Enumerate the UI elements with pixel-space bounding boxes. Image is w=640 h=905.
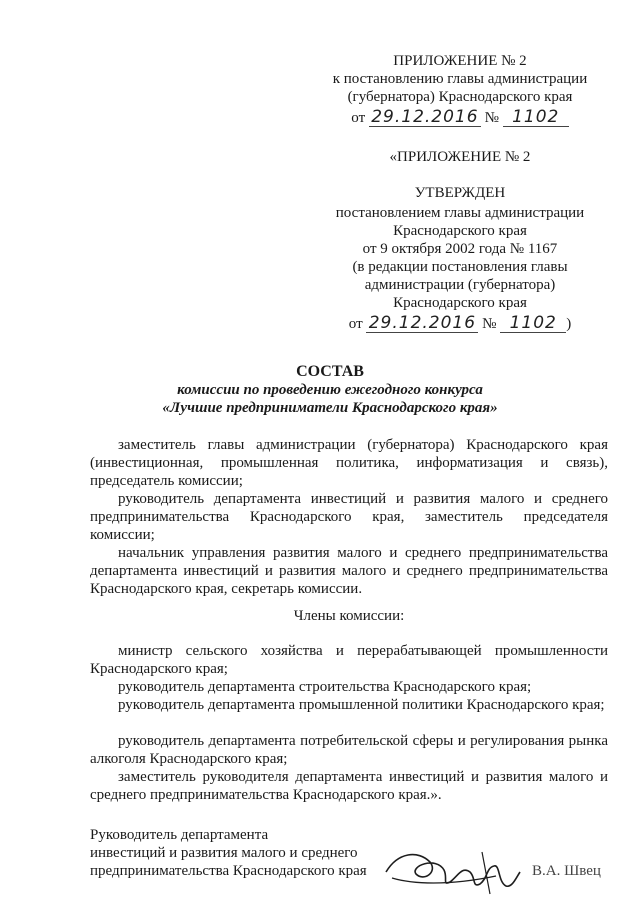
from-label-2: от (348, 316, 363, 332)
number-sign: № (484, 110, 499, 126)
signatory-line-3: предпринимательства Краснодарского края (90, 863, 367, 879)
handwritten-number-2: 1102 (500, 314, 566, 333)
appendix-title: ПРИЛОЖЕНИЕ № 2 (393, 53, 527, 69)
leadership-item-1: заместитель главы администрации (губернатора) Краснодарского края (инвестиционная, промышленная политика, информатизация и связь), председатель комиссии; (90, 437, 608, 489)
approval-line-6: Краснодарского края (393, 295, 527, 311)
appendix-line-2: (губернатора) Краснодарского края (347, 89, 573, 105)
handwritten-date-2: 29.12.2016 (366, 314, 478, 333)
signatory-line-2: инвестиций и развития малого и среднего (90, 845, 358, 861)
appendix-header-2 (330, 148, 590, 333)
signatory-title (90, 826, 390, 880)
from-label: от (351, 110, 366, 126)
document-heading (150, 362, 510, 417)
signatory-line-1: Руководитель департамента (90, 827, 269, 843)
leadership-item-3: начальник управления развития малого и среднего предпринимательства департамента инвестиций и развития малого и среднего предпринимательства Краснодарского края, секретарь комиссии. (90, 545, 608, 597)
appendix-header-1 (330, 52, 590, 127)
appendix-date-line (330, 108, 590, 127)
appendix-line-1: к постановлению главы администрации (332, 71, 588, 87)
approval-line-2: Краснодарского края (393, 223, 527, 239)
closing-paren: ) (566, 316, 572, 332)
number-sign-2: № (482, 316, 497, 332)
members-heading: Члены комиссии: (293, 608, 405, 624)
handwritten-date: 29.12.2016 (369, 108, 481, 127)
member-item-5: заместитель руководителя департамента инвестиций и развития малого и среднего предпринимательства Краснодарского края.». (90, 769, 608, 803)
appendix-title-2: «ПРИЛОЖЕНИЕ № 2 (389, 149, 531, 165)
member-item-3: руководитель департамента промышленной политики Краснодарского края; (118, 697, 605, 713)
approved-label: УТВЕРЖДЕН (414, 185, 506, 201)
heading-title: СОСТАВ (296, 363, 364, 380)
member-item-4: руководитель департамента потребительской сферы и регулирования рынка алкоголя Краснодарского края; (90, 733, 608, 767)
approval-line-5: администрации (губернатора) (364, 277, 556, 293)
signatory-name: В.А. Швец (532, 863, 601, 879)
member-item-2: руководитель департамента строительства Краснодарского края; (118, 679, 532, 695)
approval-line-4: (в редакции постановления главы (352, 259, 568, 275)
handwritten-signature (378, 842, 528, 898)
leadership-item-2: руководитель департамента инвестиций и развития малого и среднего предпринимательства Краснодарского края, заместитель председателя комиссии; (90, 491, 608, 543)
approval-line-3: от 9 октября 2002 года № 1167 (362, 241, 558, 257)
approval-date-line (330, 314, 590, 333)
heading-subtitle-1: комиссии по проведению ежегодного конкурса (177, 382, 483, 398)
heading-subtitle-2: «Лучшие предприниматели Краснодарского края» (162, 400, 498, 416)
handwritten-number: 1102 (503, 108, 569, 127)
member-item-1: министр сельского хозяйства и перерабатывающей промышленности Краснодарского края; (90, 643, 608, 677)
approval-line-1: постановлением главы администрации (335, 205, 585, 221)
